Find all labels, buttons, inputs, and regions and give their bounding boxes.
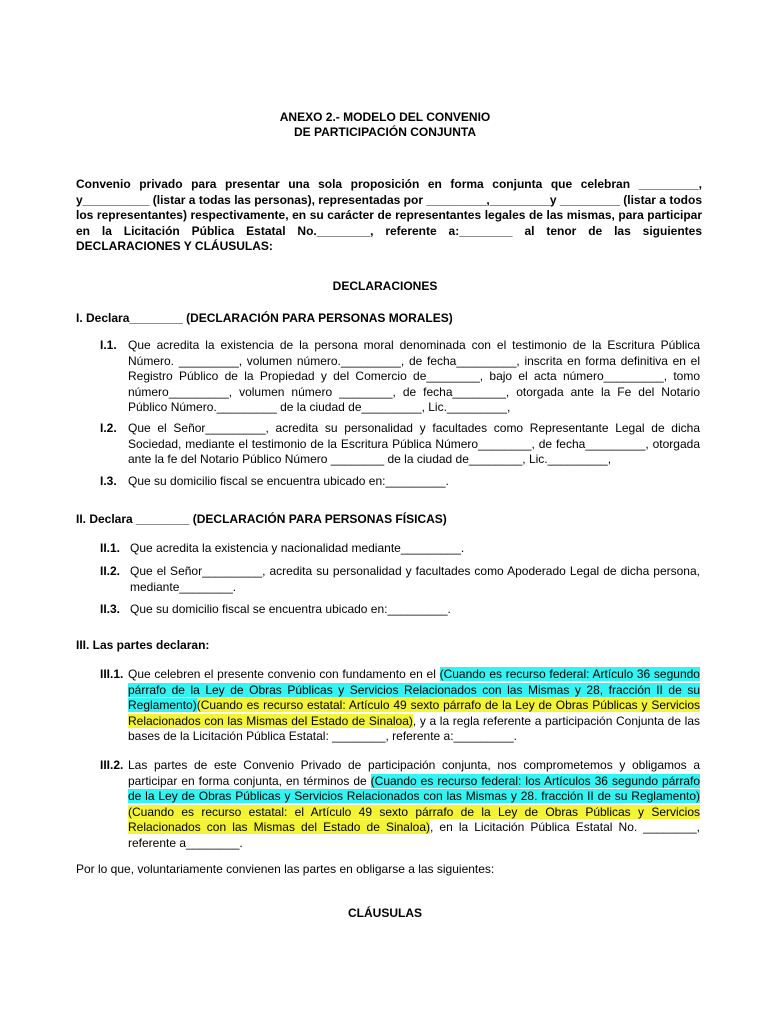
item-text	[128, 758, 700, 852]
item-number: I.3.	[100, 474, 117, 488]
item-text: Que acredita la existencia y nacionalidad mediante_________.	[130, 541, 465, 555]
item-III-1	[100, 667, 700, 745]
item-text: Que su domicilio fiscal se encuentra ubicado en:_________.	[130, 602, 451, 616]
section3-heading: III. Las partes declaran:	[76, 638, 210, 652]
item-number: III.1.	[100, 667, 124, 681]
item-I-1	[100, 338, 700, 416]
item-text: Que acredita la existencia de la persona moral denominada con el testimonio de la Escritura Pública Número. _________, volumen número._________, de fecha_________, inscrita en forma definitiva en el Registro Público de la Propiedad y del Comercio de________, bajo el acta número_________, tomo número_________, volumen número ________, de fecha________, otorgada ante la Fe del Notario Público Número._________ de la ciudad de_________, Lic._________,	[128, 338, 700, 415]
item-number: III.2.	[100, 758, 124, 772]
item-text: Que su domicilio fiscal se encuentra ubicado en:_________.	[128, 474, 449, 488]
item-II-3	[100, 602, 700, 618]
declaraciones-heading: DECLARACIONES	[332, 279, 438, 293]
clausulas-heading: CLÁUSULAS	[348, 906, 422, 920]
item-II-2	[100, 564, 700, 595]
text-pre: Las partes de este Convenio Privado de participación conjunta, nos comprometemos y obligamos a participar en forma conjunta, en términos de	[128, 758, 700, 788]
item-II-1	[100, 541, 700, 557]
item-I-3	[100, 474, 700, 490]
document-title-line2: DE PARTICIPACIÓN CONJUNTA	[293, 125, 476, 139]
text-post: , y a la regla referente a participación Conjunta de las bases de la Licitación Pública Estatal: ________, referente a:_________.	[128, 713, 700, 744]
estatal-highlight: (Cuando es recurso estatal: Artículo 49 sexto párrafo de la Ley de Obras Públicas y Servicios Relacionados con las Mismas del Estado de Sinaloa)	[128, 698, 700, 728]
item-text: Que el Señor_________, acredita su personalidad y facultades como Representante Legal de dicha Sociedad, mediante el testimonio de la Escritura Pública Número________, de fecha_________, otorgada ante la fe del Notario Público Número ________ de la ciudad de________, Lic._________,	[128, 421, 700, 467]
item-III-2	[100, 758, 700, 852]
federal-highlight: (Cuando es recurso federal: Artículo 36 segundo párrafo de la Ley de Obras Públicas y Servicios Relacionados con las Mismas y 28, fracción II de su Reglamento)	[128, 667, 700, 713]
federal-highlight: (Cuando es recurso federal: los Artículos 36 segundo párrafo de la Ley de Obras Públicas y Servicios Relacionados con las Mismas y 28. fracción II de su Reglamento)	[128, 773, 701, 804]
item-number: II.3.	[100, 602, 121, 616]
section1-heading: I. Declara________ (DECLARACIÓN PARA PERSONAS MORALES)	[76, 311, 453, 325]
intro-paragraph: Convenio privado para presentar una sola proposición en forma conjunta que celebran _________, y__________ (listar a todas las personas), representadas por _________,_________y _________ (listar a todos los representantes) respectivamente, en su carácter de representantes legales de las mismas, para participar en la Licitación Pública Estatal No.________, referente a:________ al tenor de las siguientes DECLARACIONES Y CLÁUSULAS:	[76, 177, 702, 254]
text-post: , en la Licitación Pública Estatal No. ________, referente a________.	[128, 820, 701, 850]
item-text	[128, 667, 700, 745]
document-title-line1: ANEXO 2.- MODELO DEL CONVENIO	[279, 110, 491, 124]
closing-paragraph: Por lo que, voluntariamente convienen las partes en obligarse a las siguientes:	[76, 862, 495, 876]
estatal-highlight: (Cuando es recurso estatal: el Artículo 49 sexto párrafo de la Ley de Obras Públicas y Servicios Relacionados con las Mismas del Estado de Sinaloa)	[128, 804, 700, 835]
text-pre: Que celebren el presente convenio con fundamento en el	[128, 667, 440, 681]
item-I-2	[100, 421, 700, 468]
section2-heading: II. Declara ________ (DECLARACIÓN PARA PERSONAS FÍSICAS)	[76, 512, 447, 526]
item-text: Que el Señor_________, acredita su personalidad y facultades como Apoderado Legal de dicha persona, mediante________.	[130, 564, 700, 594]
item-number: I.2.	[100, 421, 117, 435]
item-number: II.1.	[100, 541, 121, 555]
item-number: I.1.	[100, 338, 117, 352]
item-number: II.2.	[100, 564, 121, 578]
